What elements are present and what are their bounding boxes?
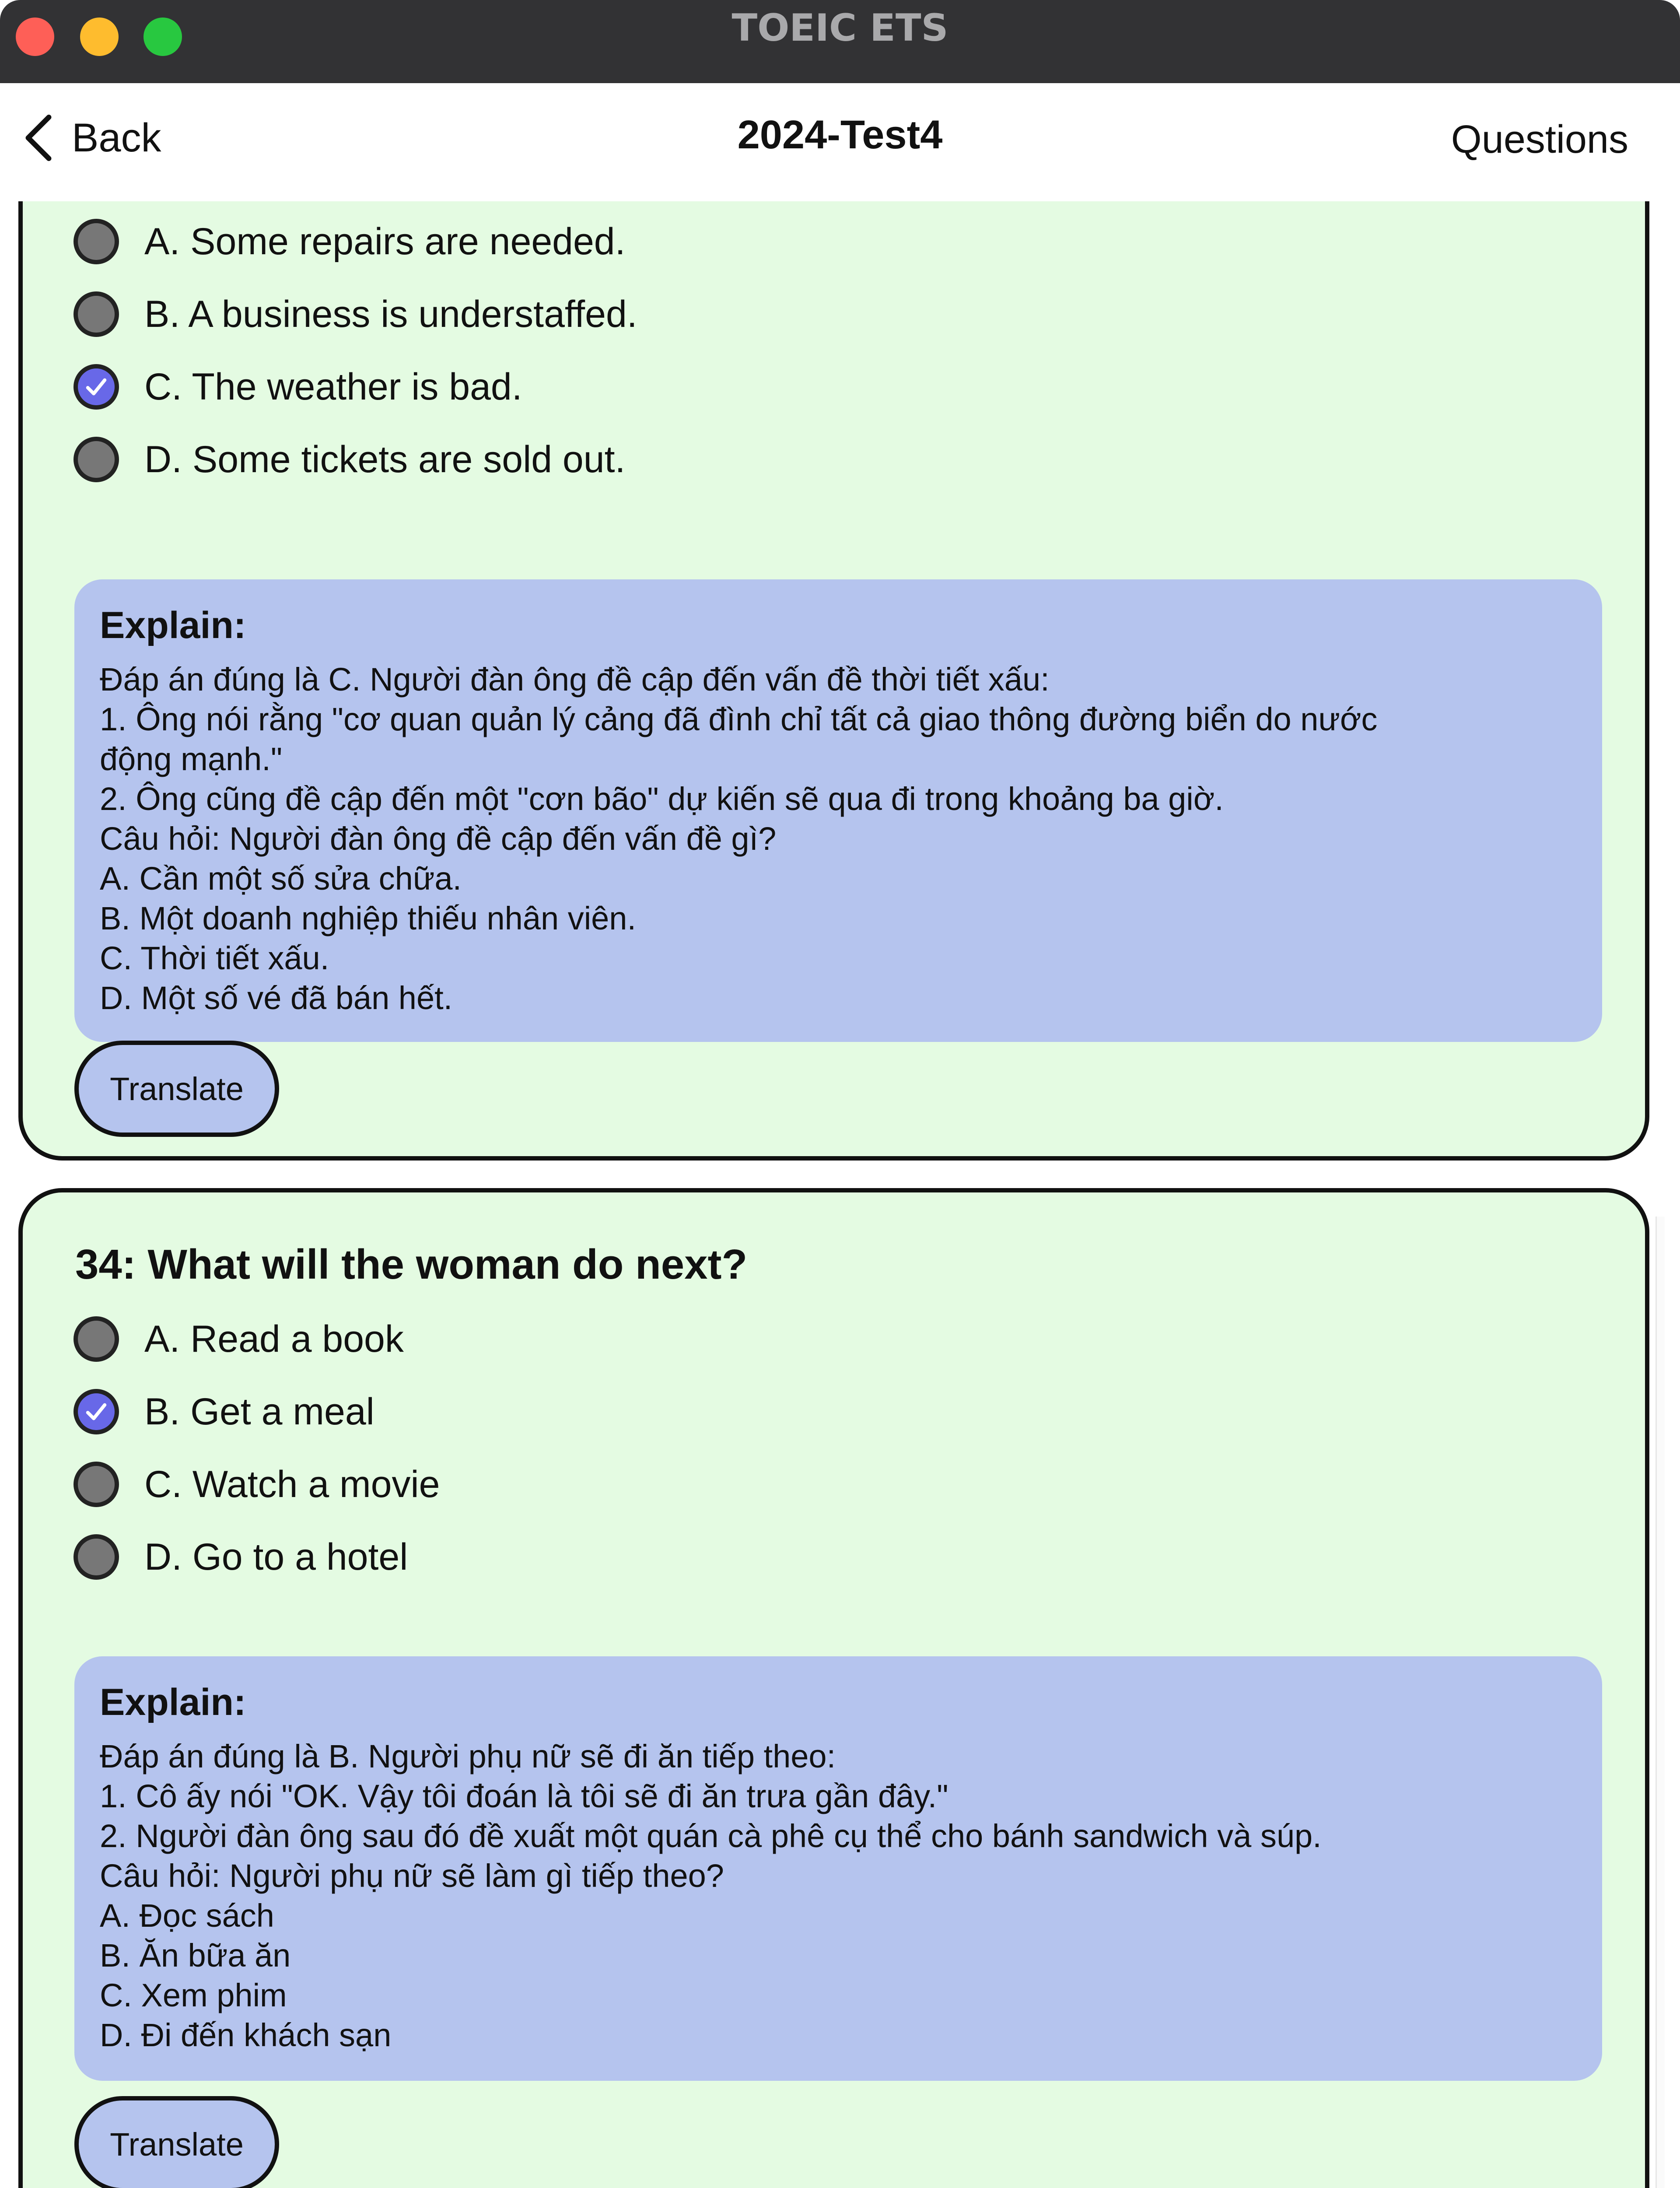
option-label: C. Watch a movie xyxy=(144,1463,440,1505)
window-title: TOEIC ETS xyxy=(732,6,948,50)
explain-line: 2. Ông cũng đề cập đến một "cơn bão" dự kiến sẽ qua đi trong khoảng ba giờ. xyxy=(100,781,1224,817)
explain-line: C. Thời tiết xấu. xyxy=(100,940,329,976)
explain-line: Đáp án đúng là C. Người đàn ông đề cập đến vấn đề thời tiết xấu: xyxy=(100,661,1050,698)
window-title-bar xyxy=(0,0,1680,83)
radio-button-selected[interactable] xyxy=(74,1389,119,1434)
explain-box xyxy=(74,1656,1602,2081)
explain-line: 1. Cô ấy nói "OK. Vậy tôi đoán là tôi sẽ đi ăn trưa gần đây." xyxy=(100,1778,948,1814)
explain-line: 1. Ông nói rằng "cơ quan quản lý cảng đã đình chỉ tất cả giao thông đường biển do nước xyxy=(100,701,1378,737)
explain-heading: Explain: xyxy=(100,1681,246,1723)
option-label: C. The weather is bad. xyxy=(144,365,522,408)
option-c[interactable] xyxy=(74,361,522,413)
page-title: 2024-Test4 xyxy=(737,112,943,157)
nav-bar xyxy=(0,83,1680,201)
option-label: D. Some tickets are sold out. xyxy=(144,438,626,480)
explain-line: Câu hỏi: Người phụ nữ sẽ làm gì tiếp theo? xyxy=(100,1858,724,1894)
chevron-left-icon xyxy=(21,114,56,162)
option-label: B. A business is understaffed. xyxy=(144,293,637,335)
explain-line: A. Đọc sách xyxy=(100,1897,274,1934)
checkmark-icon xyxy=(83,373,110,400)
explain-box xyxy=(74,579,1602,1042)
explain-line: B. Ăn bữa ăn xyxy=(100,1937,291,1974)
explain-line: động mạnh." xyxy=(100,741,283,777)
option-label: D. Go to a hotel xyxy=(144,1536,408,1578)
radio-button[interactable] xyxy=(74,1462,119,1507)
question-card-34 xyxy=(18,1188,1649,2188)
option-label: A. Some repairs are needed. xyxy=(144,220,626,263)
translate-button[interactable]: Translate xyxy=(74,2096,279,2188)
back-label: Back xyxy=(72,115,161,160)
option-label: B. Get a meal xyxy=(144,1390,374,1433)
questions-button[interactable]: Questions xyxy=(1451,118,1628,161)
explain-line: D. Đi đến khách sạn xyxy=(100,2017,392,2053)
content-scroll-area[interactable] xyxy=(0,201,1680,2188)
option-label: A. Read a book xyxy=(144,1318,404,1360)
radio-button[interactable] xyxy=(74,1316,119,1362)
back-button[interactable] xyxy=(21,109,161,166)
radio-button-selected[interactable] xyxy=(74,364,119,410)
option-b[interactable] xyxy=(74,288,637,340)
option-a[interactable] xyxy=(74,215,626,268)
option-c[interactable] xyxy=(74,1458,440,1511)
explain-line: C. Xem phim xyxy=(100,1977,287,2013)
radio-button[interactable] xyxy=(74,219,119,264)
option-b[interactable] xyxy=(74,1385,374,1438)
radio-button[interactable] xyxy=(74,291,119,337)
option-d[interactable] xyxy=(74,433,625,486)
option-a[interactable] xyxy=(74,1313,404,1365)
explain-line: D. Một số vé đã bán hết. xyxy=(100,980,453,1016)
explain-line: 2. Người đàn ông sau đó đề xuất một quán cà phê cụ thể cho bánh sandwich và súp. xyxy=(100,1818,1322,1854)
explain-line: Đáp án đúng là B. Người phụ nữ sẽ đi ăn tiếp theo: xyxy=(100,1738,836,1774)
question-card-33 xyxy=(18,201,1649,1161)
radio-button[interactable] xyxy=(74,437,119,482)
radio-button[interactable] xyxy=(74,1534,119,1580)
scrollbar[interactable] xyxy=(1656,1217,1665,2188)
checkmark-icon xyxy=(83,1398,110,1425)
explain-line: Câu hỏi: Người đàn ông đề cập đến vấn đề gì? xyxy=(100,820,777,857)
explain-line: B. Một doanh nghiệp thiếu nhân viên. xyxy=(100,900,637,936)
explain-line: A. Cần một số sửa chữa. xyxy=(100,860,462,897)
translate-button[interactable]: Translate xyxy=(74,1041,279,1137)
question-title: 34: What will the woman do next? xyxy=(75,1241,748,1288)
option-d[interactable] xyxy=(74,1531,408,1583)
explain-heading: Explain: xyxy=(100,604,246,646)
